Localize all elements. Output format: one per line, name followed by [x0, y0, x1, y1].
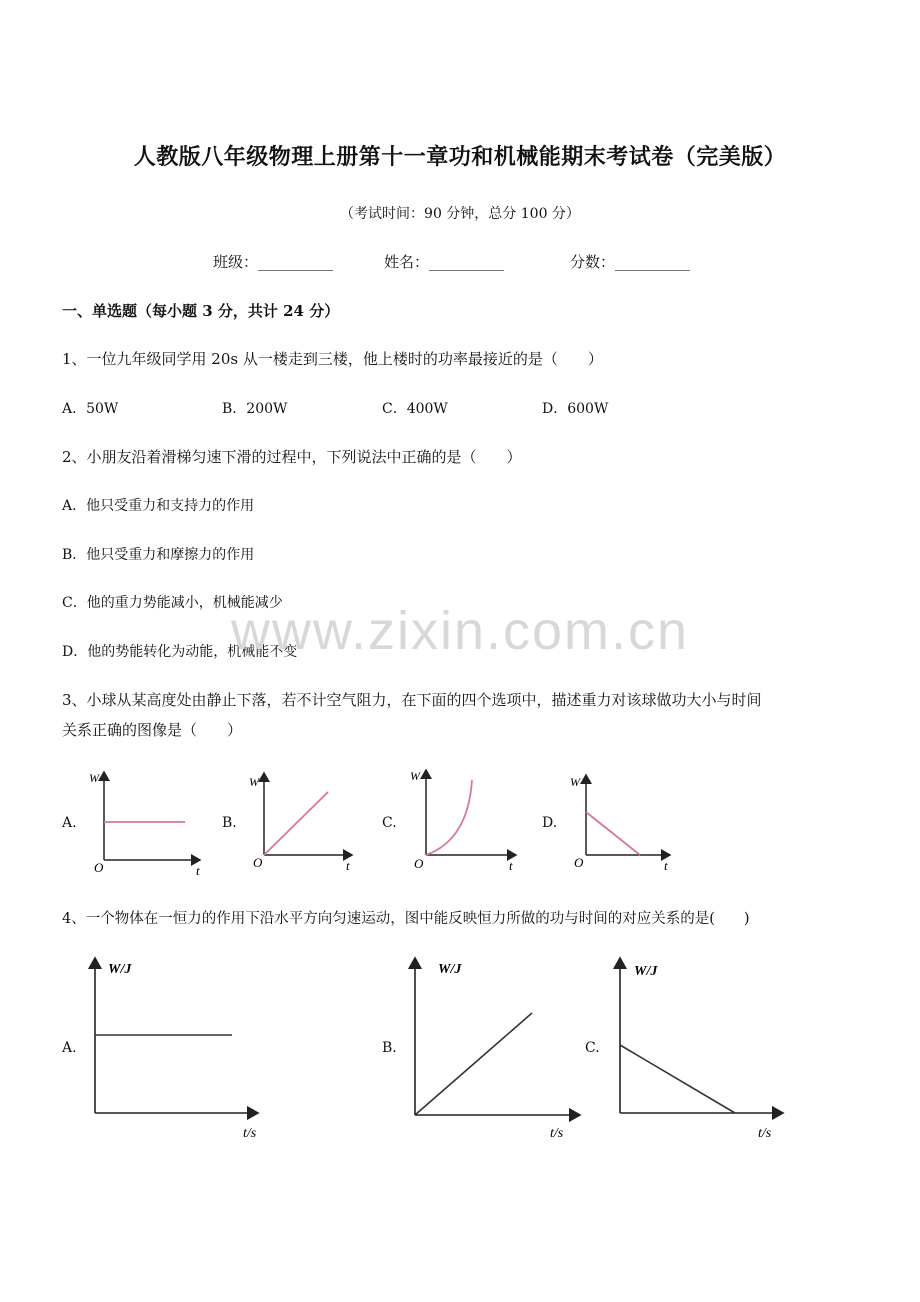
q3c-y-label: W — [410, 769, 420, 783]
question-4-text: 4、一个物体在一恒力的作用下沿水平方向匀速运动，图中能反映恒力所做的功与时间的对应关系的是( ) — [62, 911, 750, 927]
q3b-y-label: W — [249, 775, 259, 789]
q3b-x-label: t — [346, 858, 350, 873]
q1-option-a[interactable]: A．50W — [62, 401, 119, 417]
q2-option-d[interactable]: D．他的势能转化为动能，机械能不变 — [62, 644, 298, 660]
class-label: 班级： — [213, 253, 259, 271]
question-1-text: 1、一位九年级同学用 20s 从一楼走到三楼，他上楼时的功率最接近的是（ ） — [62, 350, 603, 368]
q2-option-c[interactable]: C．他的重力势能减小，机械能减少 — [62, 595, 283, 611]
q2-option-b[interactable]: B．他只受重力和摩擦力的作用 — [62, 547, 255, 563]
q3c-x-label: t — [509, 858, 513, 873]
question-3-text-line1: 3、小球从某高度处由静止下落，若不计空气阻力，在下面的四个选项中，描述重力对该球做功大小与时间 — [62, 691, 762, 709]
q4c-y-label: W/J — [634, 964, 658, 979]
q3d-origin: O — [574, 855, 584, 870]
q3a-y-label: W — [89, 771, 99, 785]
q3-option-c[interactable]: C. — [382, 815, 397, 831]
q1-option-b[interactable]: B．200W — [222, 401, 288, 417]
q3-option-a[interactable]: A. — [62, 815, 77, 831]
q3b-origin: O — [253, 855, 263, 870]
exam-subtitle: （考试时间：90 分钟，总分 100 分） — [340, 206, 580, 222]
score-blank[interactable]: __________ — [615, 253, 691, 271]
q4-graph-b — [415, 958, 580, 1141]
q4b-y-label: W/J — [438, 962, 462, 977]
q3a-origin: O — [94, 860, 104, 875]
q4b-curve — [415, 1013, 532, 1115]
q4-option-b[interactable]: B. — [382, 1040, 397, 1056]
q1-option-d[interactable]: D．600W — [542, 401, 609, 417]
q1-option-c[interactable]: C．400W — [382, 401, 448, 417]
q4c-x-label: t/s — [758, 1126, 772, 1141]
name-label: 姓名： — [384, 253, 430, 271]
question-2-text: 2、小朋友沿着滑梯匀速下滑的过程中，下列说法中正确的是（ ） — [62, 448, 522, 466]
q3-option-d[interactable]: D. — [542, 815, 558, 831]
q4-graph-a — [95, 958, 258, 1141]
q2-option-a[interactable]: A．他只受重力和支持力的作用 — [62, 498, 255, 514]
section-title: 一、单选题（每小题 3 分，共计 24 分） — [62, 302, 340, 320]
q4a-x-label: t/s — [243, 1126, 257, 1141]
q4c-curve — [620, 1045, 735, 1113]
page-title: 人教版八年级物理上册第十一章功和机械能期末考试卷（完美版） — [133, 144, 787, 170]
q3a-x-label: t — [196, 863, 200, 878]
question-3-text-line2: 关系正确的图像是（ ） — [62, 721, 243, 739]
q3d-x-label: t — [664, 858, 668, 873]
q4-option-a[interactable]: A. — [62, 1040, 77, 1056]
watermark: www.zixin.com.cn — [230, 601, 690, 661]
class-blank[interactable]: __________ — [258, 253, 334, 271]
q4b-x-label: t/s — [550, 1126, 564, 1141]
q4-option-c[interactable]: C. — [585, 1040, 600, 1056]
q3-option-b[interactable]: B. — [222, 815, 237, 831]
name-blank[interactable]: __________ — [429, 253, 505, 271]
q4a-y-label: W/J — [108, 962, 132, 977]
q4-graph-c — [620, 958, 783, 1141]
score-label: 分数： — [570, 253, 616, 271]
q3d-y-label: W — [570, 775, 580, 789]
q3c-origin: O — [414, 856, 424, 871]
